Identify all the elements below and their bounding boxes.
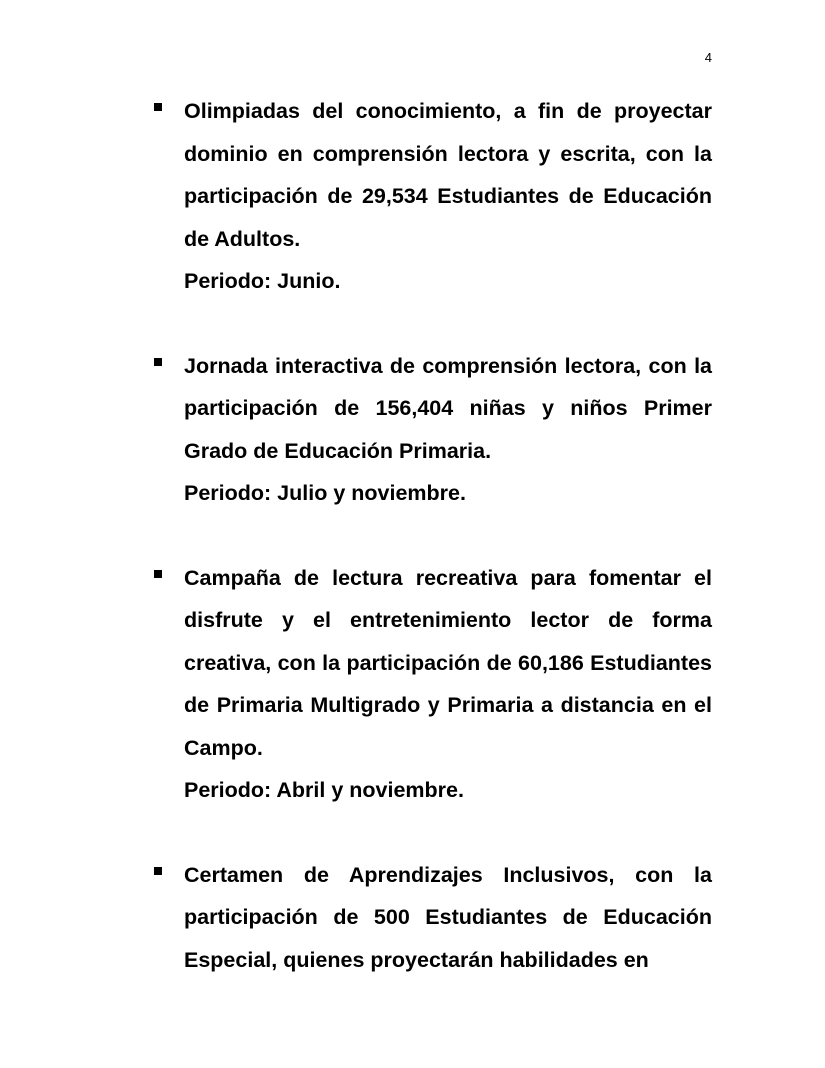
square-bullet-icon <box>154 358 162 366</box>
list-item <box>150 90 712 303</box>
item-text: Jornada interactiva de comprensión lectora, con la participación de 156,404 niñas y niños Primer Grado de Educación Primaria. <box>184 353 712 463</box>
list-item <box>150 345 712 515</box>
square-bullet-icon <box>154 867 162 875</box>
square-bullet-icon <box>154 570 162 578</box>
list-item <box>150 557 712 812</box>
item-text: Olimpiadas del conocimiento, a fin de proyectar dominio en comprensión lectora y escrita, con la participación de 29,534 Estudiantes de Educación de Adultos. <box>184 99 712 251</box>
item-period: Periodo: Julio y noviembre. <box>184 481 466 505</box>
item-text: Certamen de Aprendizajes Inclusivos, con la participación de 500 Estudiantes de Educación Especial, quienes proyectarán habilidades en <box>184 862 712 972</box>
item-period: Periodo: Abril y noviembre. <box>184 778 464 802</box>
list-item <box>150 854 712 982</box>
square-bullet-icon <box>154 103 162 111</box>
item-period: Periodo: Junio. <box>184 269 341 293</box>
item-text: Campaña de lectura recreativa para fomentar el disfrute y el entretenimiento lector de forma creativa, con la participación de 60,186 Estudiantes de Primaria Multigrado y Primaria a distancia en el Campo. <box>184 565 712 760</box>
page-number: 4 <box>704 50 712 65</box>
bullet-list <box>150 90 712 1023</box>
